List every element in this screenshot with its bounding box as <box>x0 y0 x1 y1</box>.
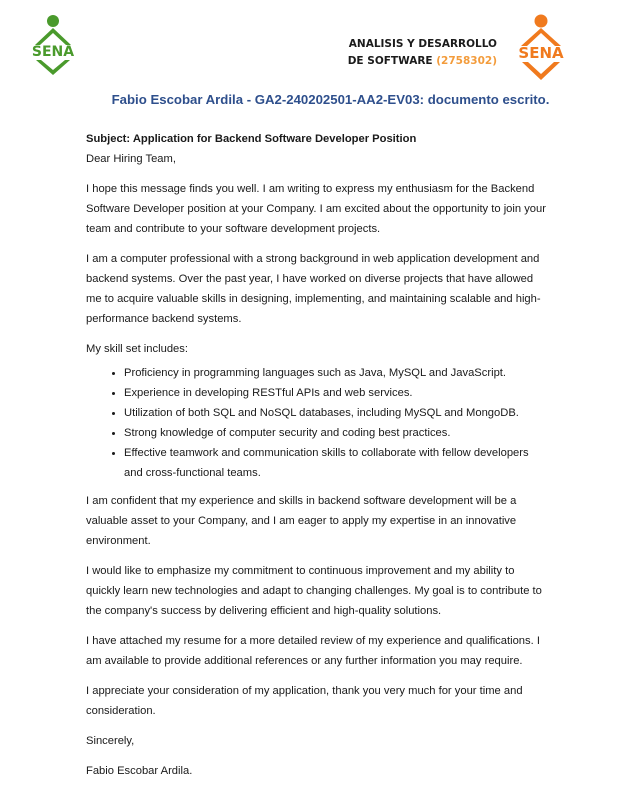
letter-paragraph-2: I am a computer professional with a strong background in web application development and backend systems. Over the past year, I have worked on diverse projects that have allowed me to acquire valuable skills in designing, implementing, and maintaining scalable and high-performance backend systems. <box>86 253 541 325</box>
program-line-2-text: DE SOFTWARE <box>347 55 433 67</box>
letter-body <box>86 129 546 791</box>
list-item: • Proficiency in programming languages such as Java, MySQL and JavaScript. <box>124 363 546 383</box>
letter-closing: Sincerely, <box>86 735 135 747</box>
list-item: • Strong knowledge of computer security and coding best practices. <box>124 423 546 443</box>
list-item: • Effective teamwork and communication skills to collaborate with fellow developers and cross-functional teams. <box>124 443 546 483</box>
letter-paragraph-3: I am confident that my experience and skills in backend software development will be a valuable asset to your Company, and I am eager to apply my expertise in an innovative environment. <box>86 495 517 547</box>
program-line-2 <box>348 53 497 70</box>
list-item: • Utilization of both SQL and NoSQL databases, including MySQL and MongoDB. <box>124 403 546 423</box>
svg-text:SENA: SENA <box>518 44 564 62</box>
skills-intro: My skill set includes: <box>86 343 188 355</box>
letter-paragraph-5: I have attached my resume for a more detailed review of my experience and qualifications. I am available to provide additional references or any further information you may require. <box>86 635 540 667</box>
skills-list <box>86 363 546 483</box>
program-name <box>348 36 497 70</box>
svg-text:SENA: SENA <box>31 44 75 60</box>
program-line-1: ANALISIS Y DESARROLLO <box>348 38 497 50</box>
document-title: Fabio Escobar Ardila - GA2-240202501-AA2-EV03: documento escrito. <box>111 92 550 107</box>
sena-logo-left <box>22 14 84 76</box>
letter-paragraph-1: I hope this message finds you well. I am writing to express my enthusiasm for the Backend Software Developer position at your Company. I am excited about the opportunity to join your team and contribute to your software development projects. <box>86 183 546 235</box>
list-item: • Experience in developing RESTful APIs and web services. <box>124 383 546 403</box>
letter-paragraph-4: I would like to emphasize my commitment to continuous improvement and my ability to quickly learn new technologies and adapt to changing challenges. My goal is to contribute to the company's success by delivering efficient and high-quality solutions. <box>86 565 542 617</box>
letter-signature: Fabio Escobar Ardila. <box>86 765 193 777</box>
letter-subject: Subject: Application for Backend Software Developer Position <box>86 133 417 145</box>
program-code: (2758302) <box>436 55 497 67</box>
letter-greeting: Dear Hiring Team, <box>86 153 176 165</box>
letter-paragraph-6: I appreciate your consideration of my application, thank you very much for your time and consideration. <box>86 685 523 717</box>
sena-logo-right <box>508 13 574 81</box>
